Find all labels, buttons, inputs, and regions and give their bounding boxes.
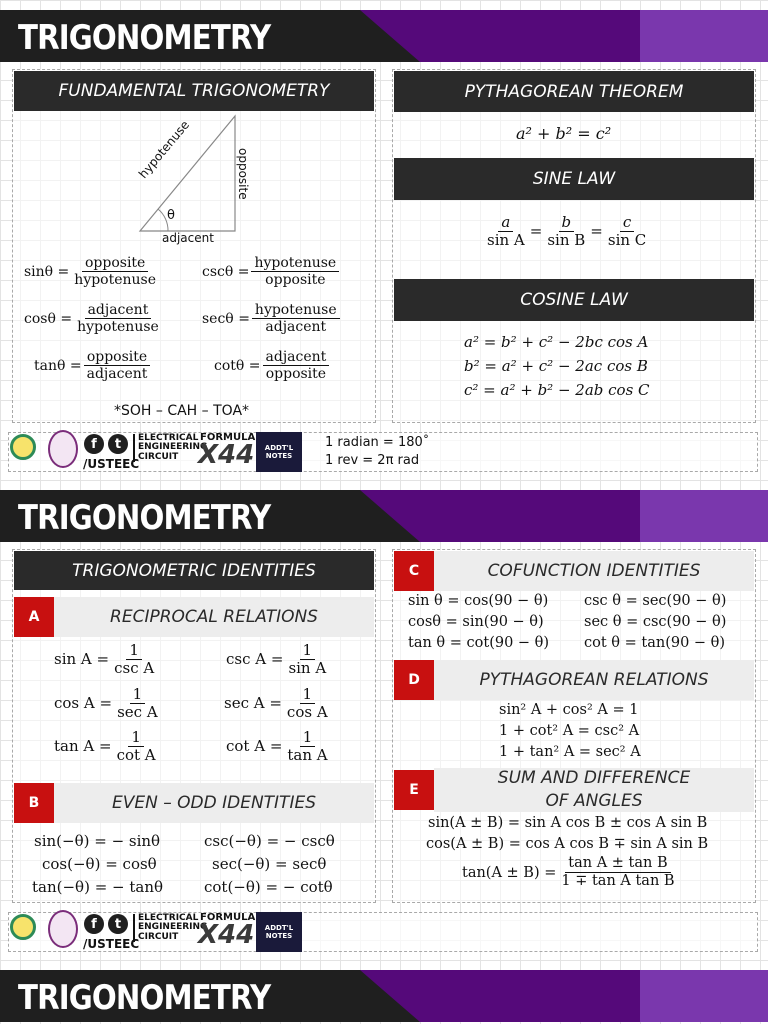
banner-title: TRIGONOMETRY: [18, 18, 271, 58]
label-opposite: opposite: [236, 148, 250, 200]
tan-definition: tanθ = $\frac{\text{opposite}}{\text{adjacent}}$: [34, 350, 152, 382]
note-rev: 1 rev = 2π rad: [325, 453, 420, 468]
eec-logo-icon: [10, 914, 36, 940]
even-odd-tan: tan(−θ) = − tanθ: [32, 878, 164, 896]
formula-label: FORMULA: [200, 432, 256, 443]
even-odd-sec: sec(−θ) = secθ: [212, 855, 327, 873]
sine-law-formula: $\frac{a}{\text{sin A}}$ = $\frac{b}{\text{sin B}}$ = $\frac{c}{\text{sin C}}$: [487, 213, 647, 249]
eec-brand: ELECTRICAL ENGINEERING CIRCUIT: [133, 434, 207, 462]
usteec-handle: /USTEEC: [83, 937, 140, 951]
section-letter-a: A: [14, 597, 54, 637]
facebook-icon[interactable]: f: [84, 434, 104, 454]
sum-diff-tan: tan(A ± B) = $\frac{\text{tan A ± tan B}}{\text{1 ∓ tan A tan B}}$: [462, 855, 675, 889]
pyth-rel-1: sin² A + cos² A = 1: [499, 702, 639, 718]
ust-seal-icon: [48, 430, 78, 468]
x44-logo: X44: [198, 440, 255, 470]
trig-identities-header: TRIGONOMETRIC IDENTITIES: [14, 551, 374, 590]
reciprocal-sec: sec A = $\frac{1}{\text{cos A}}$: [224, 685, 328, 721]
reciprocal-sin: sin A = $\frac{1}{\text{csc A}}$: [54, 641, 155, 677]
twitter-icon[interactable]: t: [108, 434, 128, 454]
cot-definition: cotθ = $\frac{\text{adjacent}}{\text{opposite}}$: [214, 350, 331, 382]
cofunction-cos: cosθ = sin(90 − θ): [408, 614, 544, 630]
cofunction-tan: tan θ = cot(90 − θ): [408, 635, 550, 651]
pyth-rel-2: 1 + cot² A = csc² A: [499, 723, 640, 739]
usteec-handle: /USTEEC: [83, 457, 140, 471]
cosine-law-line-3: c² = a² + b² − 2ab cos C: [464, 381, 650, 399]
cosine-law-line-1: a² = b² + c² − 2bc cos A: [464, 333, 649, 351]
pythagorean-formula: a² + b² = c²: [516, 124, 612, 143]
even-odd-cos: cos(−θ) = cosθ: [42, 855, 157, 873]
even-odd-cot: cot(−θ) = − cotθ: [204, 878, 333, 896]
section-letter-e: E: [394, 770, 434, 810]
even-odd-csc: csc(−θ) = − cscθ: [204, 832, 335, 850]
formula-label: FORMULA: [200, 912, 256, 923]
section-letter-b: B: [14, 783, 54, 823]
label-hypotenuse: hypotenuse: [136, 117, 193, 181]
section-letter-d: D: [394, 660, 434, 700]
reciprocal-csc: csc A = $\frac{1}{\text{sin A}}$: [226, 641, 327, 677]
banner-3: [0, 970, 768, 1022]
cofunction-sin: sin θ = cos(90 − θ): [408, 593, 549, 609]
cofunction-header: COFUNCTION IDENTITIES: [434, 551, 754, 591]
cos-definition: cosθ = $\frac{\text{adjacent}}{\text{hypotenuse}}$: [24, 302, 159, 336]
reciprocal-cot: cot A = $\frac{1}{\text{tan A}}$: [226, 728, 328, 764]
cofunction-cot: cot θ = tan(90 − θ): [584, 635, 726, 651]
eec-logo-icon: [10, 434, 36, 460]
soh-cah-toa: *SOH – CAH – TOA*: [114, 403, 250, 419]
pyth-rel-3: 1 + tan² A = sec² A: [499, 744, 641, 760]
banner-accent-light: [640, 10, 768, 62]
ust-seal-icon: [48, 910, 78, 948]
fundamental-header: FUNDAMENTAL TRIGONOMETRY: [14, 71, 374, 111]
section-letter-c: C: [394, 551, 434, 591]
reciprocal-cos: cos A = $\frac{1}{\text{sec A}}$: [54, 685, 158, 721]
triangle-shape: [140, 116, 235, 231]
even-odd-sin: sin(−θ) = − sinθ: [34, 832, 161, 850]
twitter-icon[interactable]: t: [108, 914, 128, 934]
pythagorean-header: PYTHAGOREAN THEOREM: [394, 71, 754, 112]
facebook-icon[interactable]: f: [84, 914, 104, 934]
banner-title: TRIGONOMETRY: [18, 498, 271, 538]
label-theta: θ: [167, 208, 175, 223]
x44-logo: X44: [198, 920, 255, 950]
csc-definition: cscθ = $\frac{\text{hypotenuse}}{\text{opposite}}$: [202, 256, 341, 288]
cofunction-sec: sec θ = csc(90 − θ): [584, 614, 727, 630]
pythagorean-relations-header: PYTHAGOREAN RELATIONS: [434, 660, 754, 700]
banner-2: [0, 490, 768, 542]
cosine-law-header: COSINE LAW: [394, 279, 754, 321]
addtl-notes-badge: ADDT'L NOTES: [256, 912, 302, 952]
sum-diff-cos: cos(A ± B) = cos A cos B ∓ sin A sin B: [426, 836, 709, 852]
sec-definition: secθ = $\frac{\text{hypotenuse}}{\text{adjacent}}$: [202, 303, 342, 335]
label-adjacent: adjacent: [162, 231, 214, 245]
sum-diff-sin: sin(A ± B) = sin A cos B ± cos A sin B: [428, 815, 708, 831]
even-odd-header: EVEN – ODD IDENTITIES: [54, 783, 374, 823]
cofunction-csc: csc θ = sec(90 − θ): [584, 593, 727, 609]
banner-accent-light: [640, 490, 768, 542]
banner-1: [0, 10, 768, 62]
reciprocal-header: RECIPROCAL RELATIONS: [54, 597, 374, 637]
eec-brand: ELECTRICAL ENGINEERING CIRCUIT: [133, 914, 207, 942]
banner-title: TRIGONOMETRY: [18, 978, 271, 1018]
reciprocal-tan: tan A = $\frac{1}{\text{cot A}}$: [54, 728, 156, 764]
sine-law-header: SINE LAW: [394, 158, 754, 200]
sin-definition: sinθ = $\frac{\text{opposite}}{\text{hypotenuse}}$: [24, 255, 157, 289]
note-radian: 1 radian = 180˚: [325, 435, 430, 450]
addtl-notes-badge: ADDT'L NOTES: [256, 432, 302, 472]
sum-difference-header: SUM AND DIFFERENCE OF ANGLES: [434, 768, 754, 812]
cosine-law-line-2: b² = a² + c² − 2ac cos B: [464, 357, 648, 375]
banner-accent-light: [640, 970, 768, 1022]
